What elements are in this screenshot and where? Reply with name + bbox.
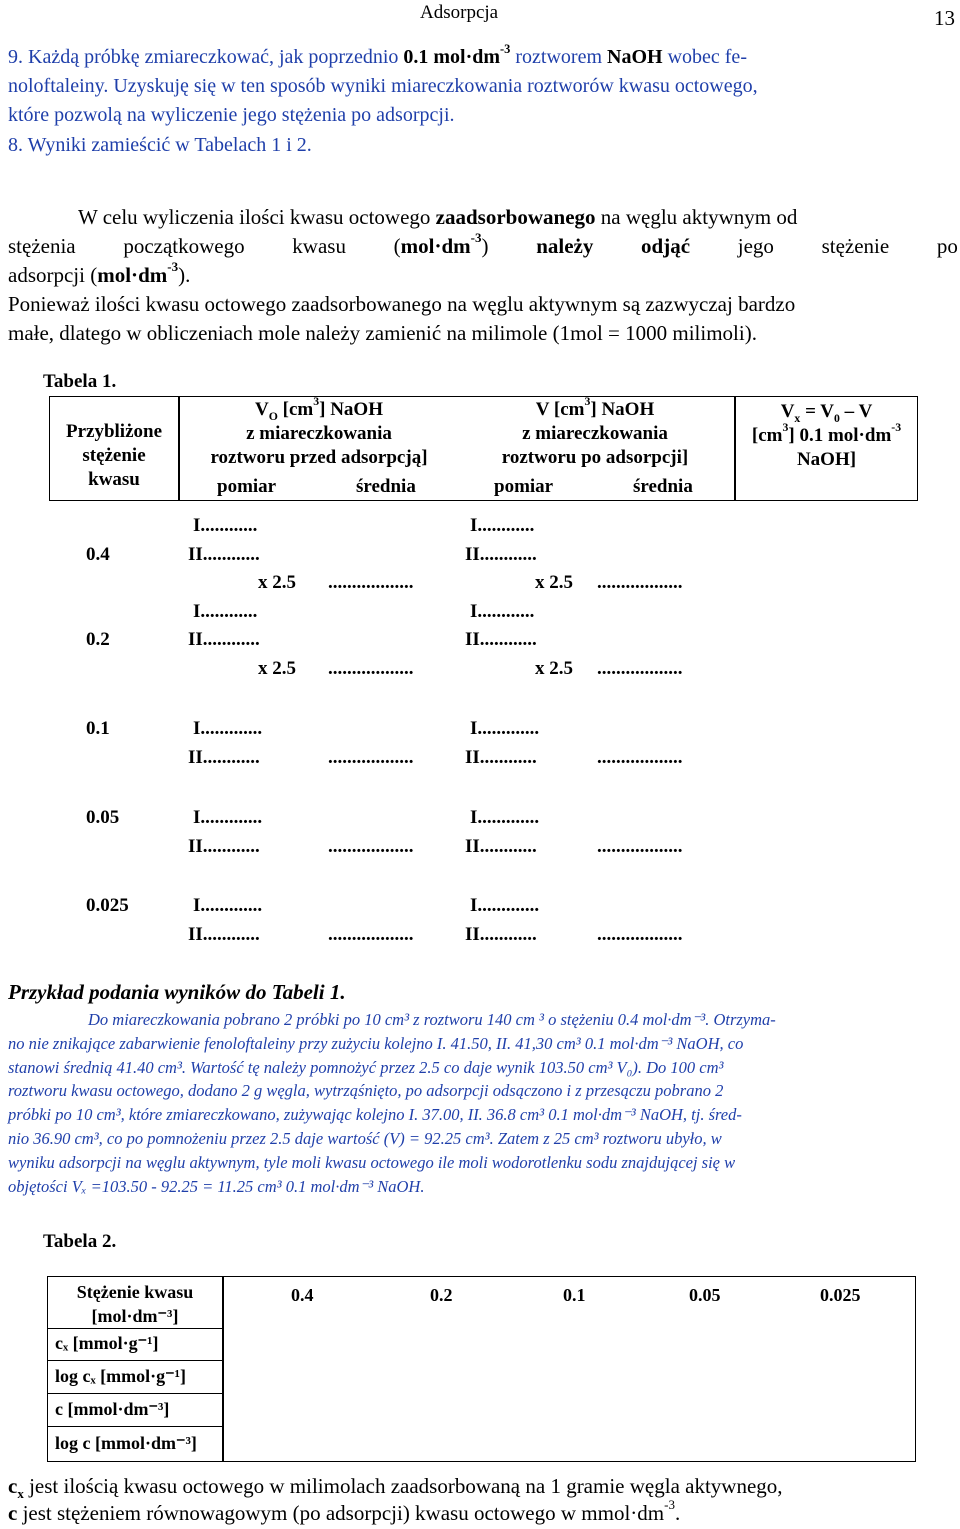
step-9-line-2: noloftaleiny. Uzyskuję się w ten sposób wyniki miareczkowania roztworów kwasu octowego, <box>8 75 758 97</box>
footer-line-2: c jest stężeniem równowagowym (po adsorpcji) kwasu octowego w $mmol\cdot dm^{-3}$. <box>8 1497 681 1525</box>
table-cell: .................. <box>597 658 683 679</box>
table2-value: 0.2 <box>430 1285 453 1305</box>
table-cell: x 2.5 <box>535 658 573 679</box>
table-cell: x 2.5 <box>258 658 296 679</box>
note-line-2: stężenia początkowego kwasu $(mol\cdot dm^{-3})$ należy odjąć jego stężenie po <box>8 230 958 258</box>
step-9-line-3: które pozwolą na wyliczenie jego stężenia po adsorpcji. <box>8 104 455 126</box>
table1-sub-srednia-1: średnia <box>356 476 416 497</box>
table-cell: I............ <box>193 601 258 622</box>
table-cell: .................. <box>328 924 414 945</box>
table-cell: .................. <box>597 747 683 768</box>
table2-value: 0.4 <box>291 1285 314 1305</box>
table-cell: .................. <box>597 836 683 857</box>
table1-col-conc: Przybliżone stężenie kwasu <box>65 421 163 490</box>
table-cell: I............. <box>193 807 263 828</box>
table-cell: I............. <box>470 718 540 739</box>
note-line-1: W celu wyliczenia ilości kwasu octowego zaadsorbowanego na węglu aktywnym od <box>78 205 798 229</box>
table-row: 0.05 <box>86 807 120 828</box>
page-number: 13 <box>934 6 955 30</box>
table-cell: x 2.5 <box>535 572 573 593</box>
table-cell: I............ <box>193 515 258 536</box>
table-cell: I............. <box>470 895 540 916</box>
table-row: 0.025 <box>86 895 129 916</box>
table2-caption: Tabela 2. <box>43 1231 117 1252</box>
table-row: 0.4 <box>86 544 110 565</box>
table-cell: I............ <box>470 601 535 622</box>
table2-row-label: c [mmol·dm⁻³] <box>55 1399 170 1419</box>
table-cell: .................. <box>597 572 683 593</box>
table-cell: II............ <box>465 544 537 565</box>
table-cell: II............ <box>188 629 260 650</box>
table1-col-v: V $[cm^3]$ NaOH z miareczkowania roztworu po adsorpcji] <box>501 395 689 468</box>
step-9: 9. Każdą próbkę zmiareczkować, jak poprzednio 0.1 $mol\cdot dm^{-3}$ roztworem NaOH wobec fe- <box>8 41 747 68</box>
example-heading: Przykład podania wyników do Tabeli 1. <box>8 980 346 1004</box>
table-row: 0.2 <box>86 629 110 650</box>
table-row: 0.1 <box>86 718 110 739</box>
step-8: 8. Wyniki zamieścić w Tabelach 1 i 2. <box>8 134 312 156</box>
table-cell: .................. <box>328 572 414 593</box>
note-line-3: adsorpcji $(mol\cdot dm^{-3})$. <box>8 259 191 287</box>
table2-value: 0.025 <box>820 1285 861 1305</box>
table2-value: 0.05 <box>689 1285 721 1305</box>
table-cell: .................. <box>328 747 414 768</box>
table1-sub-pomiar-2: pomiar <box>494 476 554 497</box>
table-cell: II............ <box>465 629 537 650</box>
table1-caption: Tabela 1. <box>43 371 117 392</box>
table2-row-label: log c [mmol·dm⁻³] <box>55 1433 197 1453</box>
table-cell: I............. <box>470 807 540 828</box>
table-cell: II............ <box>465 924 537 945</box>
table2-row-label: cₓ [mmol·g⁻¹] <box>55 1333 159 1353</box>
table-cell: I............. <box>193 718 263 739</box>
table2-value: 0.1 <box>563 1285 586 1305</box>
table2-row-label: Stężenie kwasu [mol·dm⁻³] <box>76 1282 194 1326</box>
table-cell: I............ <box>470 515 535 536</box>
footer-line-1: $c_x$ jest ilością kwasu octowego w milimolach zaadsorbowaną na 1 gramie węgla aktywnego, <box>8 1474 783 1502</box>
table-cell: II............ <box>465 747 537 768</box>
table-cell: .................. <box>328 658 414 679</box>
table-cell: II............ <box>465 836 537 857</box>
table-cell: x 2.5 <box>258 572 296 593</box>
table-cell: I............. <box>193 895 263 916</box>
table2-row-label: log cₓ [mmol·g⁻¹] <box>55 1366 187 1386</box>
table-cell: .................. <box>597 924 683 945</box>
table1-sub-pomiar-1: pomiar <box>217 476 277 497</box>
table1-col-v0: $V_O$ $[cm^3]$ NaOH z miareczkowania roztworu przed adsorpcją] <box>210 395 428 468</box>
table1-sub-srednia-2: średnia <box>633 476 693 497</box>
table-cell: .................. <box>328 836 414 857</box>
table1-col-vx: $V_x = V_0 - V$ $[cm^3]$ 0.1 $mol\cdot dm^{-3}$ NaOH] <box>751 401 902 470</box>
example-paragraph: Do miareczkowania pobrano 2 próbki po 10 cm³ z roztworu 140 cm ³ o stężeniu 0.4 mol·dm⁻³. Otrzyma- no nie znikające zabarwienie fenoloftaleiny przy zużyciu kolejno I. 41.50, II. 41,30 cm³ 0.1 mol·dm⁻³ NaOH, co stanowi średnią 41.40 cm³. Wartość tę należy pomnożyć przez 2.5 co daje wynik 103.50 cm³ V₀). Do 100 cm³ roztworu kwasu octowego, dodano 2 g węgla, wytrząśnięto, po adsorpcji odsączono i z przesączu pobrano 2 próbki po 10 cm³, które zmiareczkowano, zużywając kolejno I. 37.00, II. 36.8 cm³ 0.1 mol·dm⁻³ NaOH, tj. śred- nio 36.90 cm³, co po pomnożeniu przez 2.5 daje wartość (V) = 92.25 cm³. Zatem z 25 cm³ roztworu ubyło, w wyniku adsorpcji na węglu aktywnym, tyle moli kwasu octowego ile moli wodorotlenku sodu znajdującej się w objętości Vₓ =103.50 - 92.25 = 11.25 cm³ 0.1 mol·dm⁻³ NaOH. <box>8 1010 776 1196</box>
note-line-4: Ponieważ ilości kwasu octowego zaadsorbowanego na węglu aktywnym są zazwyczaj bardzo <box>8 292 796 316</box>
running-header: Adsorpcja <box>420 2 499 23</box>
table-cell: II............ <box>188 747 260 768</box>
note-line-5: małe, dlatego w obliczeniach mole należy zamienić na milimole (1mol = 1000 milimoli). <box>8 321 757 345</box>
table-cell: II............ <box>188 924 260 945</box>
table-cell: II............ <box>188 544 260 565</box>
table-cell: II............ <box>188 836 260 857</box>
